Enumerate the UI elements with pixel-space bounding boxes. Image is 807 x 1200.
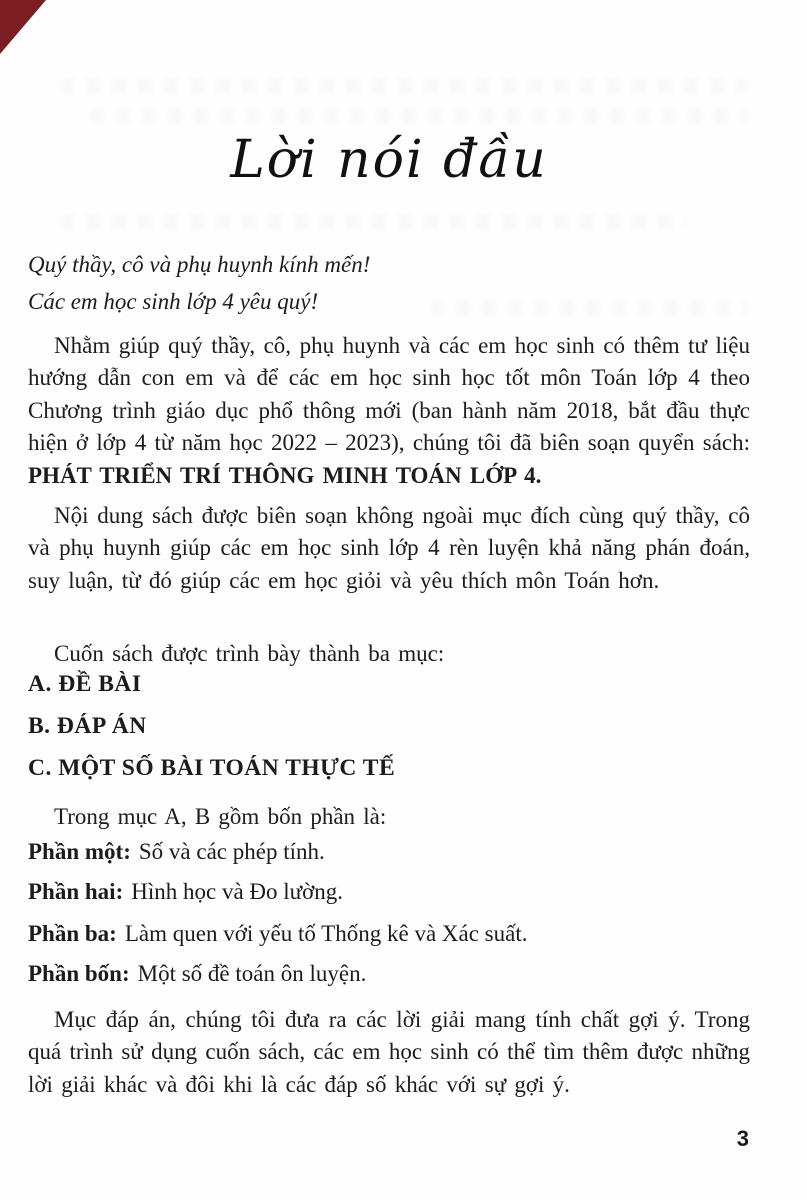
part-four-label: Phần bốn: (28, 961, 130, 986)
paragraph-intro-text: Nhằm giúp quý thầy, cô, phụ huynh và các em học sinh có thêm tư liệu hướng dẫn con em và để các em học sinh học tốt môn Toán lớp 4 theo Chương trình giáo dục phổ thông mới (ban hành năm 2018, bắt đầu thực hiện ở lớp 4 từ năm học 2022 – 2023), chúng tôi đã biên soạn quyển sách: (28, 333, 750, 456)
part-four-text: Một số đề toán ôn luyện. (137, 961, 367, 986)
paragraph-intro (28, 330, 750, 492)
part-two (28, 879, 750, 905)
book-title-bold: PHÁT TRIỂN TRÍ THÔNG MINH TOÁN LỚP 4. (28, 462, 542, 488)
greeting-students: Các em học sinh lớp 4 yêu quý! (28, 289, 319, 314)
part-one-label: Phần một: (28, 839, 131, 864)
part-two-label: Phần hai: (28, 879, 124, 904)
bleed-through-artifact (90, 108, 747, 124)
page-title: Lời nói đầu (230, 130, 548, 190)
part-four (28, 961, 750, 987)
paragraph-closing: Mục đáp án, chúng tôi đưa ra các lời giải mang tính chất gợi ý. Trong quá trình sử dụng cuốn sách, các em học sinh có thể tìm thêm được những lời giải khác và đôi khi là các đáp số khác với sự gợi ý. (28, 1007, 750, 1097)
greeting-teachers: Quý thầy, cô và phụ huynh kính mến! (28, 252, 371, 277)
bleed-through-artifact (60, 214, 687, 230)
part-one-text: Số và các phép tính. (138, 839, 325, 864)
part-two-text: Hình học và Đo lường. (131, 879, 344, 904)
part-three (28, 921, 750, 947)
red-cover-corner (0, 0, 46, 54)
part-three-text: Làm quen với yếu tố Thống kê và Xác suất. (124, 921, 528, 946)
section-heading-a: A. ĐỀ BÀI (28, 671, 142, 697)
section-heading-b: B. ĐÁP ÁN (28, 713, 147, 739)
paragraph-purpose: Nội dung sách được biên soạn không ngoài mục đích cùng quý thầy, cô và phụ huynh giúp các em học sinh lớp 4 rèn luyện khả năng phán đoán, suy luận, từ đó giúp các em học giỏi và yêu thích môn Toán hơn. (28, 503, 750, 593)
part-one (28, 839, 750, 865)
bleed-through-artifact (60, 78, 747, 94)
section-heading-c: C. MỘT SỐ BÀI TOÁN THỰC TẾ (28, 755, 396, 781)
part-three-label: Phần ba: (28, 921, 117, 946)
page-number: 3 (736, 1126, 749, 1151)
parts-intro: Trong mục A, B gồm bốn phần là: (54, 804, 387, 829)
structure-intro: Cuốn sách được trình bày thành ba mục: (54, 641, 445, 666)
